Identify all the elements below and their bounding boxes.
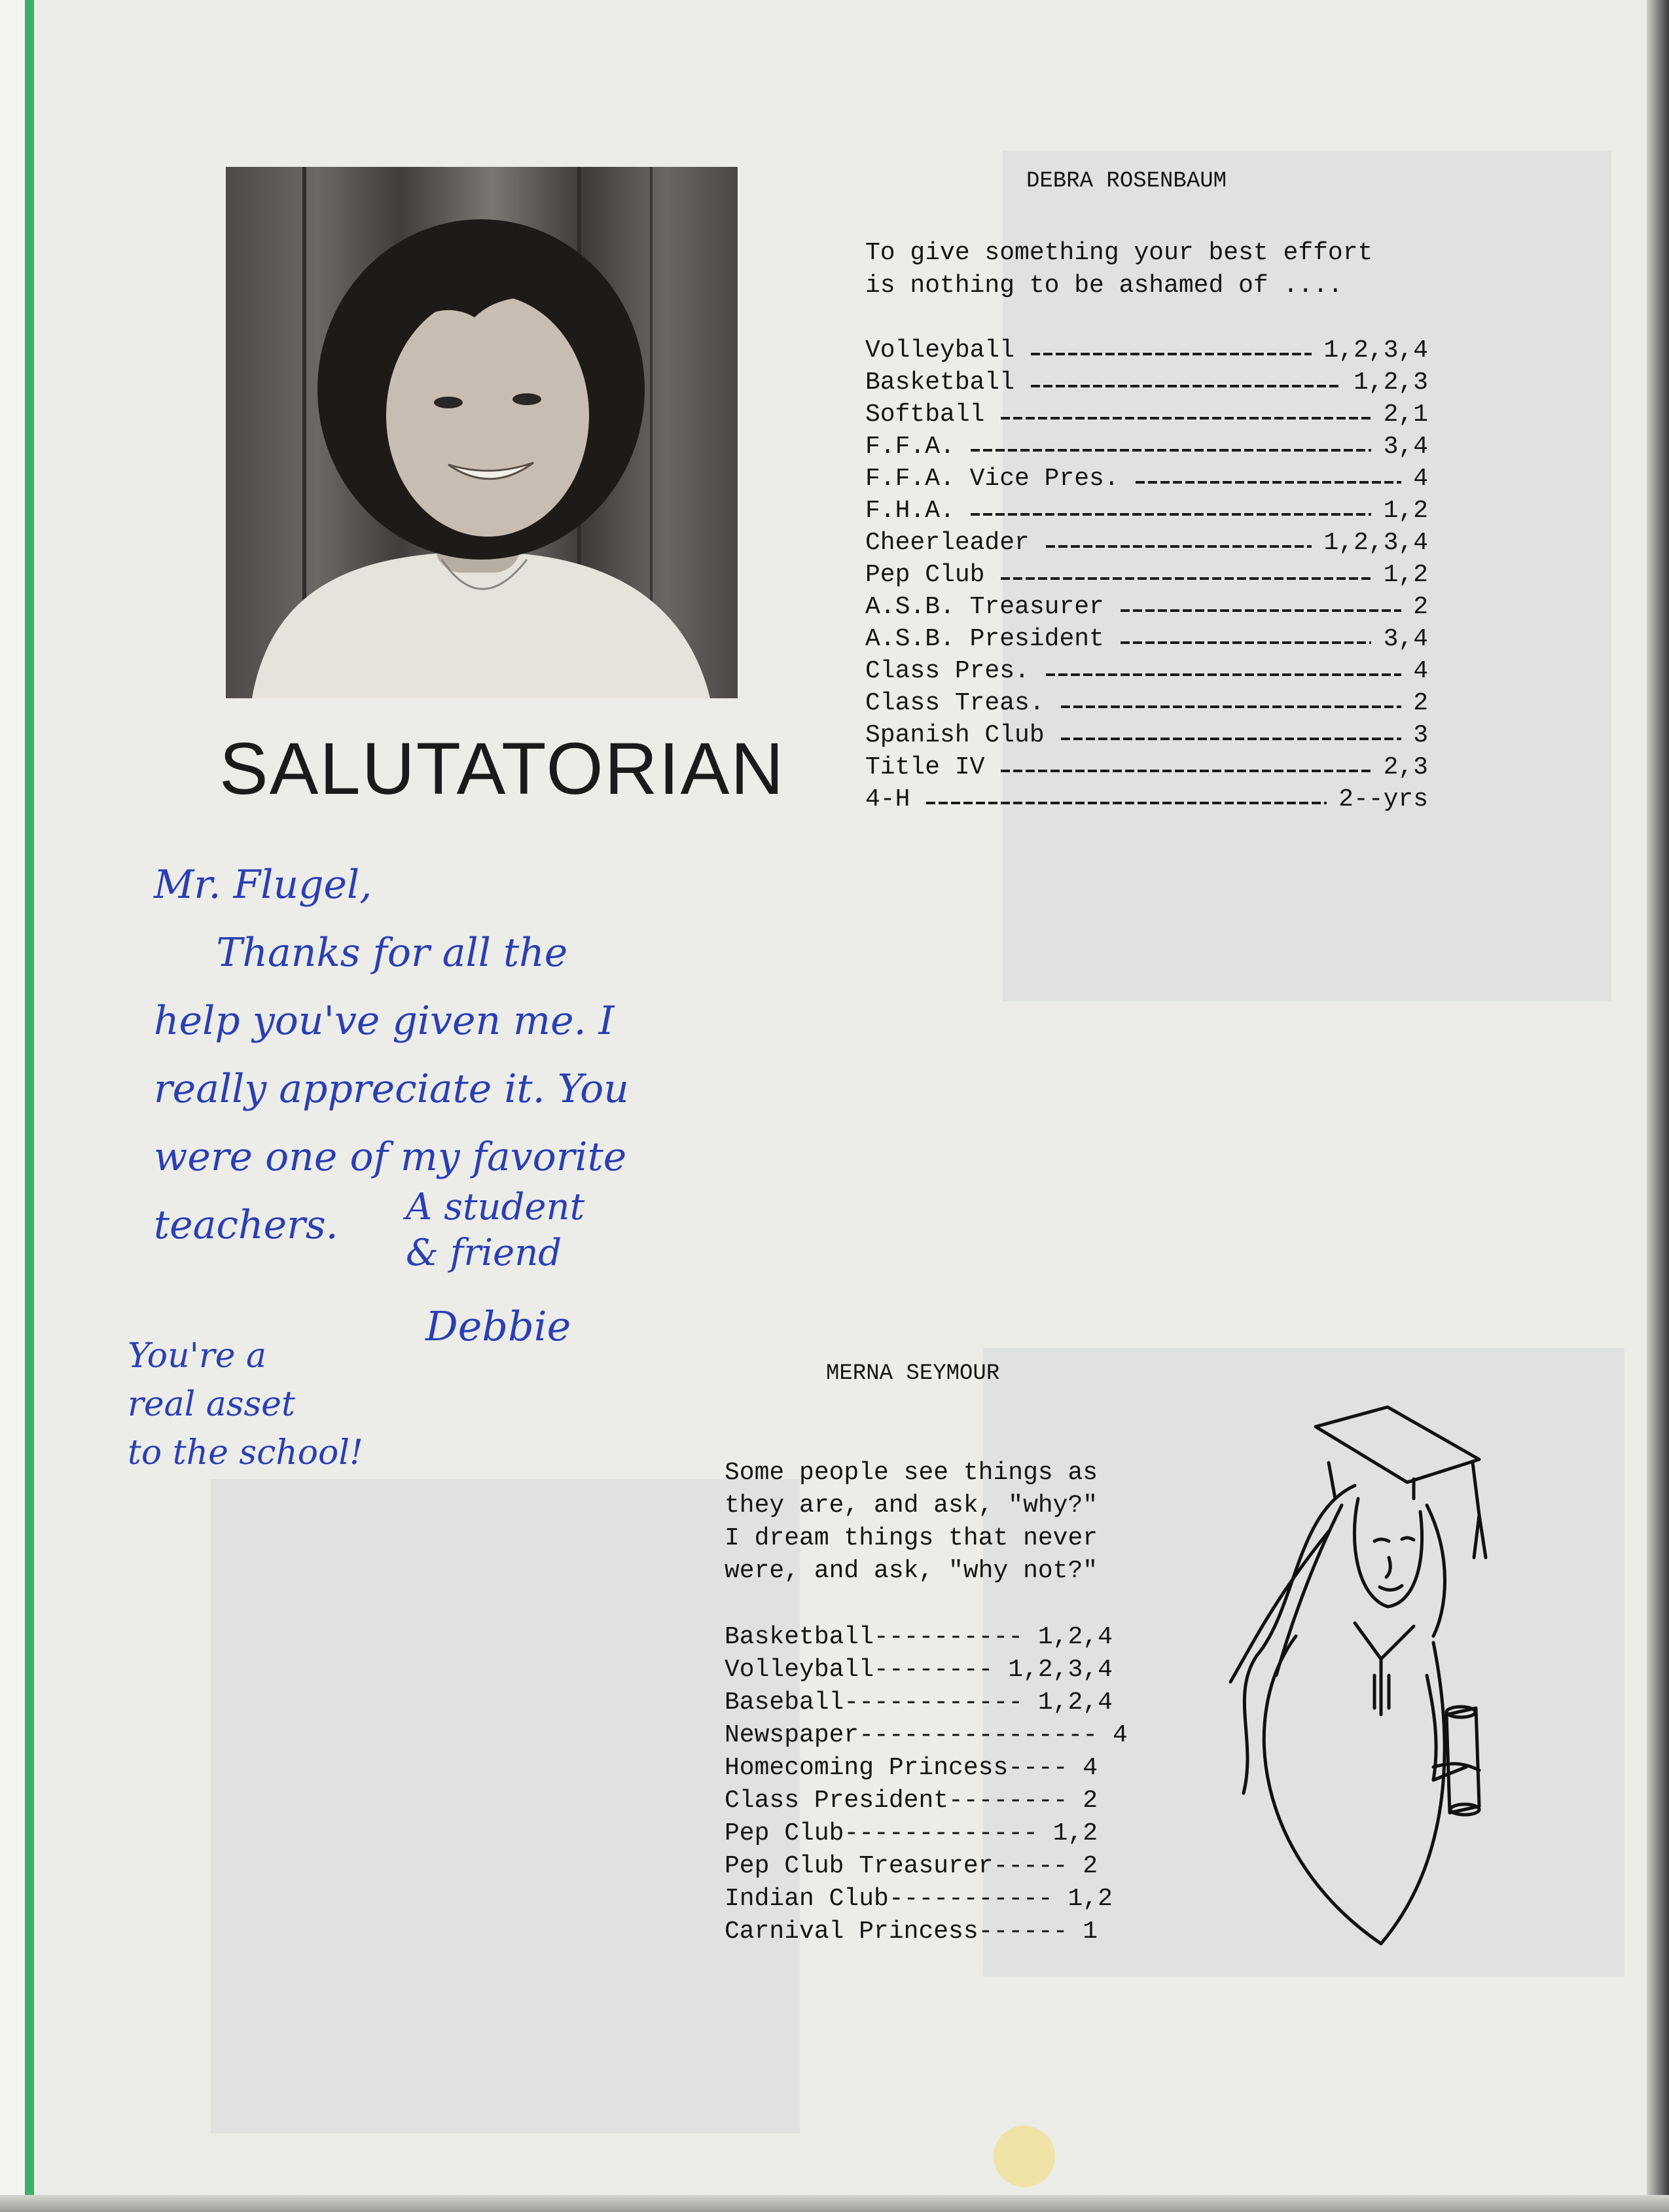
page-edge-bottom (0, 2195, 1669, 2212)
activity-years: 4 (1413, 657, 1428, 685)
activity-row (865, 336, 1428, 368)
activity-years: 1,2,3,4 (1323, 529, 1428, 557)
binding-margin (0, 0, 25, 2212)
activity-row (865, 561, 1428, 593)
activity-row (865, 721, 1428, 753)
bleed-through (211, 1479, 800, 2133)
leader-line (1061, 705, 1401, 708)
graduate-illustration (1217, 1400, 1492, 1950)
activity-years: 3 (1413, 721, 1428, 749)
activity-row: Newspaper---------------- 4 (725, 1721, 1128, 1749)
activity-label: 4-H (865, 785, 910, 813)
activity-row: Pep Club Treasurer----- 2 (725, 1852, 1098, 1880)
activity-row (865, 433, 1428, 465)
activity-row: Carnival Princess------ 1 (725, 1918, 1098, 1946)
activity-years: 3,4 (1383, 625, 1428, 653)
note-line: Thanks for all the (154, 930, 568, 976)
leader-line (1121, 641, 1371, 644)
activity-label: F.F.A. (865, 433, 955, 461)
activity-years: 2 (1413, 689, 1428, 717)
activity-label: Softball (865, 401, 985, 429)
leader-line (971, 513, 1371, 516)
activity-row (865, 657, 1428, 689)
paper-stain (994, 2126, 1055, 2187)
handwritten-signoff (406, 1185, 584, 1276)
leader-line (971, 449, 1371, 452)
quote-line: Some people see things as (725, 1459, 1098, 1487)
leader-line (1001, 770, 1371, 772)
leader-line (1001, 577, 1371, 580)
quote-line: To give something your best effort (865, 239, 1373, 267)
note-line: teachers. (154, 1202, 338, 1248)
student-quote (725, 1457, 1098, 1588)
activity-years: 2 (1413, 593, 1428, 621)
page-title: SALUTATORIAN (219, 728, 785, 810)
student-name: MERNA SEYMOUR (826, 1361, 1000, 1386)
activity-row: Baseball------------ 1,2,4 (725, 1688, 1113, 1717)
leader-line (1031, 353, 1312, 355)
activity-years: 2,3 (1383, 753, 1428, 781)
activity-row (865, 689, 1428, 721)
note-line: Mr. Flugel, (154, 862, 372, 908)
activity-row: Indian Club----------- 1,2 (725, 1885, 1113, 1913)
leader-line (1061, 738, 1401, 740)
student-quote (865, 237, 1373, 302)
note-line: were one of my favorite (154, 1134, 627, 1180)
note-line: really appreciate it. You (154, 1066, 629, 1112)
quote-line: were, and ask, "why not?" (725, 1557, 1098, 1585)
activity-years: 3,4 (1383, 433, 1428, 461)
activity-row: Homecoming Princess---- 4 (725, 1754, 1098, 1782)
quote-line: I dream things that never (725, 1524, 1098, 1552)
activity-label: Title IV (865, 753, 985, 781)
activity-label: A.S.B. President (865, 625, 1104, 653)
activity-label: Pep Club (865, 561, 985, 589)
signoff-line: A student (406, 1186, 585, 1228)
leader-line (926, 802, 1327, 804)
activity-label: Basketball (865, 368, 1015, 397)
activity-list (865, 336, 1428, 817)
quote-line: they are, and ask, "why?" (725, 1491, 1098, 1520)
note-line: help you've given me. I (154, 998, 615, 1044)
leader-line (1031, 385, 1342, 387)
activity-years: 4 (1413, 465, 1428, 493)
quote-line: is nothing to be ashamed of .... (865, 272, 1343, 300)
activity-label: Class Pres. (865, 657, 1030, 685)
activity-row: Class President-------- 2 (725, 1787, 1098, 1815)
activity-list (725, 1623, 1130, 1950)
leader-line (1001, 417, 1371, 419)
activity-row: Basketball---------- 1,2,4 (725, 1623, 1113, 1651)
activity-label: Class Treas. (865, 689, 1045, 717)
activity-row (865, 368, 1428, 401)
activity-row: Volleyball-------- 1,2,3,4 (725, 1656, 1113, 1684)
activity-row (865, 465, 1428, 497)
portrait-photo (226, 167, 738, 698)
activity-years: 1,2,3 (1353, 368, 1428, 397)
leader-line (1136, 481, 1401, 484)
student-name: DEBRA ROSENBAUM (1026, 169, 1227, 194)
activity-years: 1,2 (1383, 497, 1428, 525)
activity-row (865, 497, 1428, 529)
activity-row (865, 529, 1428, 561)
activity-row (865, 753, 1428, 785)
activity-years: 2--yrs (1338, 785, 1428, 813)
signoff-line: & friend (406, 1232, 562, 1274)
activity-row (865, 401, 1428, 433)
cover-edge (25, 0, 34, 2212)
aside-line: to the school! (128, 1433, 363, 1472)
activity-years: 1,2 (1383, 561, 1428, 589)
activity-row (865, 785, 1428, 817)
activity-years: 2,1 (1383, 401, 1428, 429)
leader-line (1121, 609, 1401, 612)
handwritten-signature: Debbie (425, 1302, 571, 1350)
activity-label: A.S.B. Treasurer (865, 593, 1104, 621)
activity-label: Volleyball (865, 336, 1015, 365)
leader-line (1046, 673, 1401, 676)
activity-row (865, 625, 1428, 657)
activity-row: Pep Club------------- 1,2 (725, 1819, 1098, 1847)
aside-line: You're a (128, 1336, 267, 1376)
activity-label: F.H.A. (865, 497, 955, 525)
activity-row (865, 593, 1428, 625)
leader-line (1046, 545, 1312, 548)
aside-line: real asset (128, 1385, 295, 1424)
activity-label: Cheerleader (865, 529, 1030, 557)
handwritten-aside (128, 1332, 363, 1477)
activity-years: 1,2,3,4 (1323, 336, 1428, 365)
page-edge-right (1647, 0, 1669, 2212)
activity-label: Spanish Club (865, 721, 1045, 749)
activity-label: F.F.A. Vice Pres. (865, 465, 1119, 493)
